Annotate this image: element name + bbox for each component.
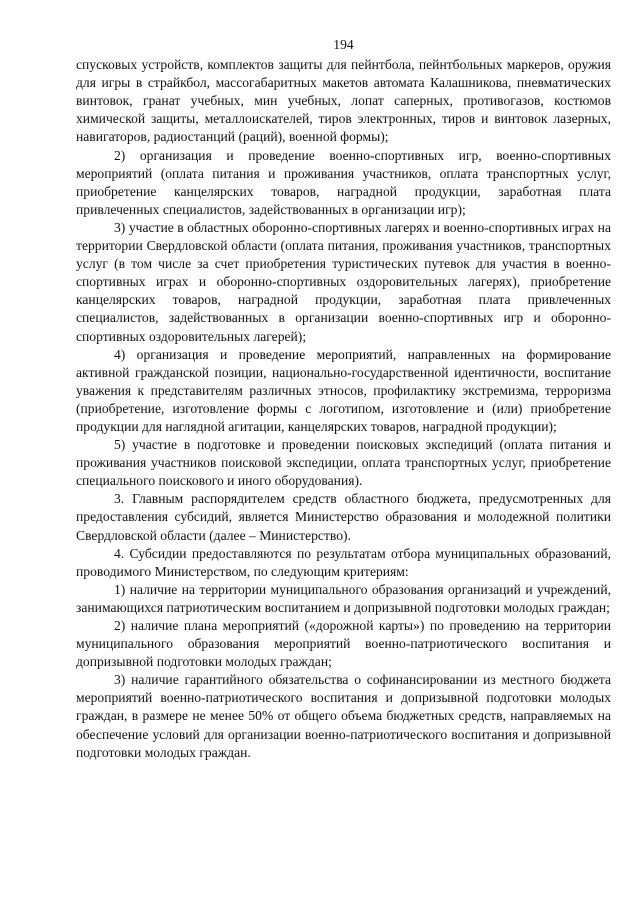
page-number: 194 [333,37,354,52]
document-page [76,36,611,762]
paragraph-item-4: 4) организация и проведение мероприятий, направленных на формирование активной гражданской позиции, национально-государственной идентичности, воспитание уважения к представителям различных этносов, профилактику экстремизма, терроризма (приобретение, изготовление формы с логотипом, изготовление и (или) приобретение продукции для наглядной агитации, канцелярских товаров, наградной продукции); [76,346,611,434]
paragraph-criterion-3: 3) наличие гарантийного обязательства о софинансировании из местного бюджета мероприятий военно-патриотического воспитания и допризывной подготовки молодых граждан, в размере не менее 50% от общего объема бюджетных средств, направляемых на обеспечение условий для организации военно-патриотического воспитания и допризывной подготовки молодых граждан. [76,672,611,760]
paragraph-criterion-1: 1) наличие на территории муниципального образования организаций и учреждений, занимающихся патриотическим воспитанием и допризывной подготовки молодых граждан; [76,581,611,615]
paragraph-item-3: 3) участие в областных оборонно-спортивных лагерях и военно-спортивных играх на территории Свердловской области (оплата питания, проживания участников, транспортных услуг (в том числе за счет приобретения туристических путевок для участия в военно-спортивных играх и оборонно-спортивных оздоровительных лагерях), приобретение канцелярских товаров, наградной продукции, заработная плата привлеченных специалистов, задействованных в организации военно-спортивных игр и оборонно-спортивных оздоровительных лагерей); [76,219,611,344]
paragraph-criterion-2: 2) наличие плана мероприятий («дорожной карты») по проведению на территории муниципального образования мероприятий военно-патриотического воспитания и допризывной подготовки молодых граждан; [76,618,611,670]
paragraph-item-2: 2) организация и проведение военно-спортивных игр, военно-спортивных мероприятий (оплата питания и проживания участников, оплата транспортных услуг, приобретение канцелярских товаров, наградной продукции, заработная плата привлеченных специалистов, задействованных в организации игр); [76,147,611,217]
paragraph-item-5: 5) участие в подготовке и проведении поисковых экспедиций (оплата питания и проживания участников поисковой экспедиции, оплата транспортных услуг, приобретение специального поискового и иного оборудования). [76,437,611,489]
paragraph-continuation: спусковых устройств, комплектов защиты для пейнтбола, пейнтбольных маркеров, оружия для игры в страйкбол, массогабаритных макетов автомата Калашникова, пневматических винтовок, гранат учебных, мин учебных, лопат саперных, противогазов, костюмов химической защиты, металлоискателей, тиров электронных, тиров и винтовок лазерных, навигаторов, радиостанций (раций), военной формы); [76,57,611,145]
paragraph-section-4: 4. Субсидии предоставляются по результатам отбора муниципальных образований, проводимого Министерством, по следующим критериям: [76,545,611,579]
paragraph-section-3: 3. Главным распорядителем средств областного бюджета, предусмотренных для предоставления субсидий, является Министерство образования и молодежной политики Свердловской области (далее – Министерство). [76,491,611,543]
